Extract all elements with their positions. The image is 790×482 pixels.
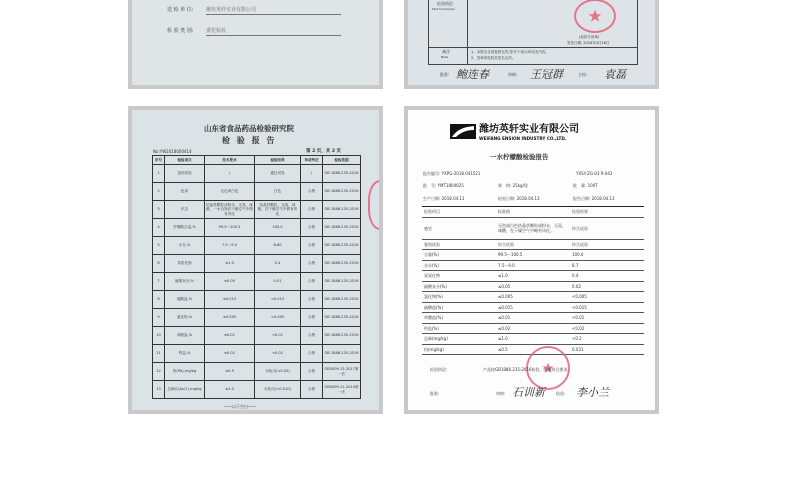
table-cell: 合格 <box>301 327 323 345</box>
table-cell: 100.0 <box>570 250 644 261</box>
table-cell: 7.5～9.0 <box>496 260 570 271</box>
table-cell: 铅(mg/kg) <box>422 344 496 355</box>
specification: 规 格: 25kg/袋 <box>498 183 528 188</box>
table-cell: 合格 <box>301 345 323 363</box>
table-cell: 白色 <box>255 183 301 201</box>
column-header: 技术要求 <box>205 156 255 165</box>
table-cell: 合格 <box>301 183 323 201</box>
table-cell: 水分,% <box>165 237 205 255</box>
table-cell: 状态 <box>165 201 205 219</box>
table-cell: <0.01 <box>570 313 644 324</box>
table-cell: 符合试验 <box>496 239 570 250</box>
table-cell: <0.015 <box>255 291 301 309</box>
star-icon <box>588 9 602 23</box>
underline <box>206 35 341 36</box>
conclusion-label-en: Test Conclusion <box>432 7 456 11</box>
table-cell: 结晶性颗粒或粉末，无臭，味酸，一水合物在干燥空气中微有风化 <box>205 201 255 219</box>
table-row <box>422 239 644 250</box>
table-row <box>422 334 644 345</box>
table-cell: 符合试验 <box>570 239 644 250</box>
table-cell: GB 1886.235-2016 <box>323 327 361 345</box>
column-header: 检验结果 <box>255 156 301 165</box>
table-row <box>153 363 361 381</box>
table-cell: 2 <box>153 183 165 201</box>
table-cell: GB 1886.235-2016 <box>323 255 361 273</box>
table-cell: 7.5～9.0 <box>205 237 255 255</box>
table-row <box>153 273 361 291</box>
inspect-signature: 李小兰 <box>576 386 609 399</box>
table-cell: 草酸盐,% <box>165 327 205 345</box>
table-cell: 11 <box>153 345 165 363</box>
test-date: 检验日期: 2018.04.13 <box>498 196 540 201</box>
review-signature: 王冠群 <box>530 68 563 81</box>
column-header: 检验依据 <box>323 156 361 165</box>
table-header-row <box>422 207 644 218</box>
table-cell: 硫酸盐(%) <box>422 302 496 313</box>
table-cell: 0.4 <box>570 271 644 282</box>
company-logo-icon <box>450 124 476 139</box>
inspect-label: 检验: <box>556 391 566 396</box>
table-cell: ≤0.01 <box>205 327 255 345</box>
company-name: 潍坊英轩实业有限公司 <box>479 124 579 135</box>
approve-label: 批准: <box>440 72 450 77</box>
table-row <box>422 260 644 271</box>
table-cell: 8.7 <box>570 260 644 271</box>
conclusion-label: 检验结论: <box>430 367 448 372</box>
table-cell: 7 <box>153 273 165 291</box>
table-cell: ≤0.02 <box>205 345 255 363</box>
table-cell: GB5009.11-2014第一法 <box>323 381 361 399</box>
table-row <box>153 183 361 201</box>
table-row <box>422 271 644 282</box>
approve-label: 批准: <box>430 391 440 396</box>
report-title: 检 验 报 告 <box>222 136 277 145</box>
table-cell: 无色或白色 <box>205 183 255 201</box>
table-cell: 0.02 <box>570 281 644 292</box>
table-cell: 3 <box>153 201 165 219</box>
category-label: 检 验 类 别: <box>167 28 194 34</box>
table-cell: 6 <box>153 255 165 273</box>
table-cell: ≤0.05 <box>205 273 255 291</box>
table-cell: 结晶性颗粒，无臭，味酸，在干燥空气中微有风化 <box>255 201 301 219</box>
batch-number: 批 号: YMT1804025 <box>423 183 464 188</box>
table-cell: 12 <box>153 363 165 381</box>
table-cell: <0.02 <box>570 323 644 334</box>
table-cell: ≤0.015 <box>205 291 255 309</box>
table-cell: ≤0.01 <box>496 313 570 324</box>
table-cell: 8.80 <box>255 237 301 255</box>
report-number: 报告编号: YXPG-2018.041521 <box>423 171 481 176</box>
column-header: 标准值 <box>496 207 570 218</box>
table-cell: ≤0.5 <box>205 363 255 381</box>
table-cell: 钙盐,% <box>165 345 205 363</box>
company-test-report <box>404 106 659 414</box>
table-cell: 合格 <box>301 273 323 291</box>
table-cell: <0.005 <box>570 292 644 303</box>
table-cell: 色泽 <box>165 183 205 201</box>
table-cell: GB 1886.235-2016 <box>323 291 361 309</box>
table-row <box>422 302 644 313</box>
table-cell: 合格 <box>301 381 323 399</box>
table-cell: 0.4 <box>255 255 301 273</box>
table-row <box>422 217 644 239</box>
table-cell: 铅(Pb),mg/kg <box>165 363 205 381</box>
table-cell: ≤0.005 <box>496 292 570 303</box>
table-cell: 8 <box>153 291 165 309</box>
table-cell: GB 1886.235-2016 <box>323 309 361 327</box>
table-cell: 4 <box>153 219 165 237</box>
conclusion-text: 产品按GB1886.235-2016检验，结果符合要求。 <box>483 367 572 372</box>
issue-date: 签发日期: 2018年4月16日 <box>567 41 610 45</box>
conclusion-box <box>428 0 638 65</box>
table-cell: <0.02 <box>255 345 301 363</box>
table-cell: GB 1886.235-2016 <box>323 165 361 183</box>
report-page-conclusion-fragment <box>404 0 659 89</box>
table-row <box>153 381 361 399</box>
results-table <box>422 206 644 355</box>
table-cell: 钙盐(%) <box>422 323 496 334</box>
table-cell: 0.031 <box>570 344 644 355</box>
table-cell: 柠檬酸含量,% <box>165 219 205 237</box>
table-cell: 鉴别试验 <box>165 165 205 183</box>
table-row <box>153 327 361 345</box>
institute-test-report <box>128 106 383 414</box>
star-icon <box>379 201 384 210</box>
table-cell: 0.01 <box>255 273 301 291</box>
note-1: 1、本报告全部复制无效,符号"/"表示该项无内容。 <box>471 50 549 54</box>
table-cell: 合格 <box>301 219 323 237</box>
review-signature: 石训新 <box>512 386 545 399</box>
table-row <box>422 323 644 334</box>
institute-name: 山东省食品药品检验研究院 <box>204 124 294 133</box>
inspect-signature: 袁磊 <box>604 68 626 81</box>
table-cell: ≤1.0 <box>205 255 255 273</box>
approve-signature: 鲍连春 <box>456 68 489 81</box>
table-row <box>153 219 361 237</box>
column-header: 检验项目 <box>165 156 205 165</box>
table-cell: ≤1.0 <box>496 334 570 345</box>
table-cell: 通过试验 <box>255 165 301 183</box>
table-cell: 草酸盐(%) <box>422 313 496 324</box>
column-header: 检验项目 <box>422 207 496 218</box>
column-header: 单项判定 <box>301 156 323 165</box>
table-row <box>153 201 361 219</box>
table-cell: / <box>301 165 323 183</box>
underline <box>206 14 341 15</box>
table-cell: 鉴别试验 <box>422 239 496 250</box>
table-cell: 合格 <box>301 363 323 381</box>
table-row <box>153 255 361 273</box>
company-name-en: WEIFANG ENSION INDUSTRY CO.,LTD. <box>479 136 567 141</box>
table-cell: 99.5～100.5 <box>205 219 255 237</box>
review-label: 审核: <box>496 391 506 396</box>
table-cell: 合格 <box>301 291 323 309</box>
table-cell: GB 1886.235-2016 <box>323 183 361 201</box>
table-cell: ≤0.015 <box>496 302 570 313</box>
table-row <box>153 345 361 363</box>
table-cell: ≤1.0 <box>205 381 255 399</box>
table-cell: <0.015 <box>570 302 644 313</box>
table-row <box>153 237 361 255</box>
table-cell: 1 <box>153 165 165 183</box>
seal-stamp <box>574 0 616 33</box>
table-cell: ≤0.05 <box>496 281 570 292</box>
column-header: 检验结果 <box>570 207 644 218</box>
results-table <box>152 155 361 399</box>
table-cell: 未检出(<0.05) <box>255 363 301 381</box>
table-cell: 合格 <box>301 255 323 273</box>
table-cell: 9 <box>153 309 165 327</box>
table-cell: / <box>205 165 255 183</box>
note-2: 2、签章或检验员签名无效。 <box>471 56 516 60</box>
table-cell: GB 1886.235-2016 <box>323 345 361 363</box>
table-row <box>422 250 644 261</box>
table-cell: 合格 <box>301 237 323 255</box>
table-cell: 氯化物,% <box>165 309 205 327</box>
sender-value: 潍坊英轩实业有限公司 <box>206 7 257 13</box>
table-row <box>422 292 644 303</box>
category-value: 委托检验 <box>206 28 227 34</box>
report-date: 报告日期: 2018.04.13 <box>573 196 615 201</box>
sender-label: 送 检 单 位: <box>167 7 194 13</box>
table-cell: 硫酸灰分(%) <box>422 281 496 292</box>
table-row <box>422 281 644 292</box>
table-cell: 含量(%) <box>422 250 496 261</box>
table-cell: GB 1886.235-2016 <box>323 201 361 219</box>
seal-text: (检验专用章) <box>579 35 600 39</box>
report-title: 一水柠檬酸检验报告 <box>490 153 549 161</box>
table-cell: 无色或白色结晶状颗粒或粉末，无臭，味酸，在干燥空气中略有风化。 <box>496 217 570 239</box>
batch-quantity: 批 量: 100T <box>573 183 598 188</box>
table-cell: 总砷(以As计),mg/kg <box>165 381 205 399</box>
inspect-label: 主检: <box>578 72 588 77</box>
table-cell: ≤0.5 <box>496 344 570 355</box>
table-cell: 易炭化物 <box>422 271 496 282</box>
table-cell: 100.0 <box>255 219 301 237</box>
form-number: YXSY-ZG-03 R-043 <box>576 171 613 176</box>
table-cell: ≤0.005 <box>205 309 255 327</box>
table-cell: 99.5～100.5 <box>496 250 570 261</box>
table-cell: 13 <box>153 381 165 399</box>
report-number: No:YW2018000414 <box>153 149 192 154</box>
table-cell: 符合试验 <box>570 217 644 239</box>
table-row <box>153 165 361 183</box>
table-cell: 合格 <box>301 201 323 219</box>
table-row <box>153 291 361 309</box>
table-cell: GB 1886.235-2016 <box>323 273 361 291</box>
table-cell: 未检出(<0.010) <box>255 381 301 399</box>
note-label-en: Note <box>441 55 449 59</box>
table-cell: GB 1886.235-2016 <box>323 219 361 237</box>
conclusion-label: 检验结论 <box>437 1 453 6</box>
table-cell: 氯化物(%) <box>422 292 496 303</box>
table-row <box>422 313 644 324</box>
note-label: 备注 <box>442 49 450 54</box>
table-cell: 易炭化物 <box>165 255 205 273</box>
table-cell: 总砷(mg/kg) <box>422 334 496 345</box>
table-footer: ——以下空白—— <box>224 404 256 409</box>
report-page-cover-fragment <box>128 0 383 89</box>
table-cell: <0.2 <box>570 334 644 345</box>
table-cell: 硫酸灰分,% <box>165 273 205 291</box>
table-cell: <0.01 <box>255 327 301 345</box>
table-cell: 5 <box>153 237 165 255</box>
page-indicator: 第 2 页，共 2 页 <box>306 149 342 154</box>
column-header: 序号 <box>153 156 165 165</box>
table-cell: 合格 <box>301 309 323 327</box>
seal-stamp-partial <box>368 180 383 230</box>
table-cell: 10 <box>153 327 165 345</box>
table-cell: ≤1.0 <box>496 271 570 282</box>
divider <box>467 0 468 64</box>
table-cell: GB5009.12-2017第一法 <box>323 363 361 381</box>
table-cell: GB 1886.235-2016 <box>323 237 361 255</box>
table-cell: 硫酸盐,% <box>165 291 205 309</box>
table-cell: <0.005 <box>255 309 301 327</box>
table-cell: 感官 <box>422 217 496 239</box>
review-label: 审核: <box>508 72 518 77</box>
table-cell: 水分(%) <box>422 260 496 271</box>
table-row <box>153 309 361 327</box>
divider <box>429 47 637 48</box>
table-header-row <box>153 156 361 165</box>
table-cell: ≤0.02 <box>496 323 570 334</box>
production-date: 生产日期: 2018.04.11 <box>423 196 465 201</box>
